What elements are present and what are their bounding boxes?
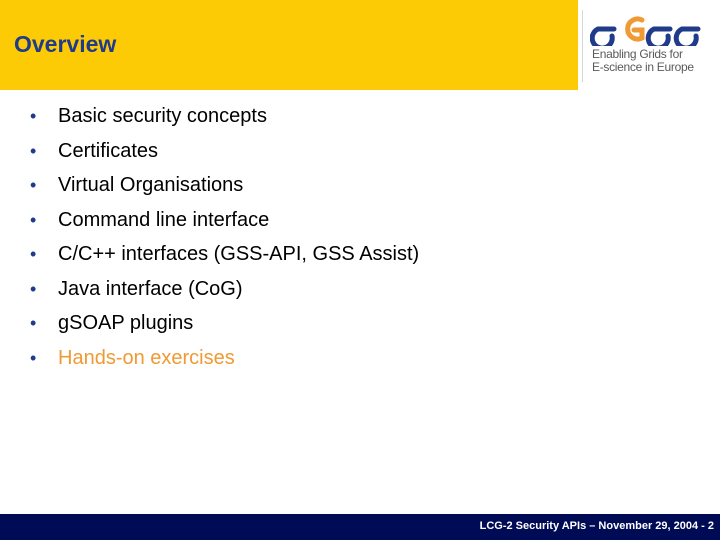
- bullet-text: Virtual Organisations: [58, 174, 244, 196]
- slide-title: Overview: [14, 31, 117, 57]
- bullet-item: [30, 308, 419, 343]
- bullet-text: Command line interface: [58, 208, 270, 231]
- bullet-item: [30, 274, 419, 309]
- bullet-text: C/C++ interfaces (GSS-API, GSS Assist): [58, 243, 420, 265]
- bullet-icon: •: [30, 244, 37, 264]
- bullet-text: Basic security concepts: [58, 105, 267, 127]
- logo-divider: [582, 10, 583, 82]
- bullet-icon: •: [30, 209, 37, 230]
- bullet-icon: •: [30, 106, 37, 126]
- bullet-item: [30, 136, 419, 171]
- bullet-text: Hands-on exercises: [58, 346, 235, 369]
- bullet-icon: •: [30, 313, 37, 333]
- bullet-text: gSOAP plugins: [58, 312, 194, 334]
- bullet-item: [30, 239, 419, 274]
- title-bar: [0, 0, 578, 90]
- bullet-item: [30, 170, 419, 205]
- footer-bar: [0, 514, 720, 540]
- bullet-icon: •: [30, 278, 37, 299]
- logo-tagline: [592, 48, 720, 74]
- bullet-icon: •: [30, 140, 37, 161]
- egee-logo-icon: [590, 12, 708, 46]
- logo-tagline-line1: Enabling Grids for: [592, 47, 683, 61]
- footer-text: LCG-2 Security APIs – November 29, 2004 - 2: [479, 520, 714, 532]
- bullet-item-highlighted: [30, 343, 419, 378]
- bullet-item: [30, 101, 419, 136]
- bullet-item: [30, 205, 419, 240]
- bullet-text: Certificates: [58, 139, 159, 162]
- bullet-icon: •: [30, 175, 37, 195]
- bullet-text: Java interface (CoG): [58, 277, 243, 300]
- bullet-icon: •: [30, 347, 37, 368]
- bullet-list: [30, 101, 419, 377]
- logo-tagline-line2: E-science in Europe: [592, 60, 694, 74]
